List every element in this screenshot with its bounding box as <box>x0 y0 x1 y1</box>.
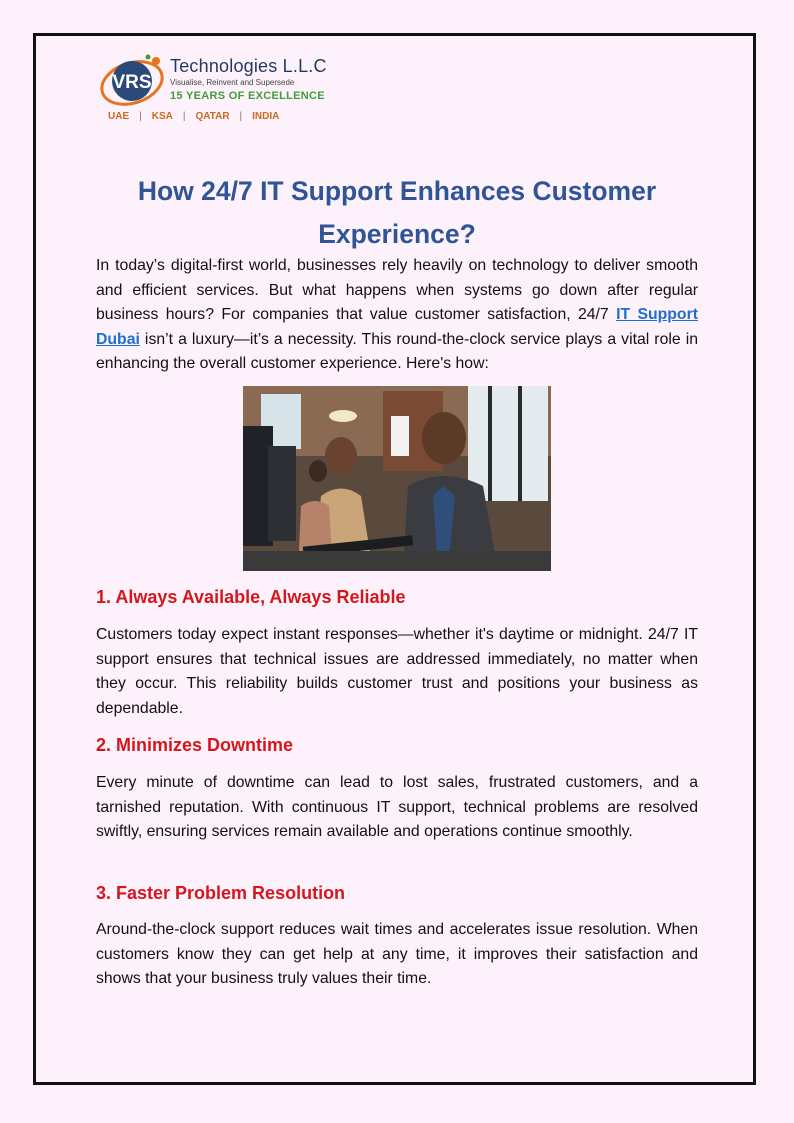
intro-paragraph <box>96 254 698 377</box>
country-ksa: KSA <box>151 111 173 122</box>
page-title: How 24/7 IT Support Enhances Customer Experience? <box>137 176 657 249</box>
logo-years: 15 YEARS OF EXCELLENCE <box>170 90 325 102</box>
call-center-photo <box>243 386 551 571</box>
intro-text-before: In today’s digital-first world, businesses rely heavily on technology to deliver smooth and efficient services. But what happens when systems go down after regular business hours? For companies that value customer satisfaction, 24/7 <box>96 257 698 324</box>
vrs-logo-icon <box>98 53 168 113</box>
country-uae: UAE <box>108 111 130 122</box>
section-3-body: Around-the-clock support reduces wait times and accelerates issue resolution. When customers know they can get help at any time, it improves their satisfaction and shows that your business truly values their time. <box>96 921 698 988</box>
intro-text-after: isn’t a luxury—it’s a necessity. This round-the-clock service plays a vital role in enhancing the overall customer experience. Here's how: <box>96 330 698 373</box>
logo-monogram: VRS <box>112 72 152 93</box>
section-3-heading: 3. Faster Problem Resolution <box>96 883 346 903</box>
section-1-heading: 1. Always Available, Always Reliable <box>96 587 406 607</box>
logo-countries: UAE | KSA | QATAR | INDIA <box>108 111 280 122</box>
section-1-body: Customers today expect instant responses—whether it's daytime or midnight. 24/7 IT support ensures that technical issues are addressed immediately, no matter when they occur. This reliability builds customer trust and positions your business as dependable. <box>96 626 698 717</box>
section-2-body: Every minute of downtime can lead to lost sales, frustrated customers, and a tarnished reputation. With continuous IT support, technical problems are resolved swiftly, ensuring services remain available and operations continue smoothly. <box>96 774 698 841</box>
logo-tagline: Visualise, Reinvent and Supersede <box>170 78 295 87</box>
company-logo <box>98 53 338 129</box>
country-india: INDIA <box>252 111 280 122</box>
country-qatar: QATAR <box>195 111 230 122</box>
logo-company-name: Technologies L.L.C <box>170 56 327 76</box>
section-2-heading: 2. Minimizes Downtime <box>96 735 294 755</box>
it-support-dubai-link[interactable]: IT Support Dubai <box>96 306 698 348</box>
